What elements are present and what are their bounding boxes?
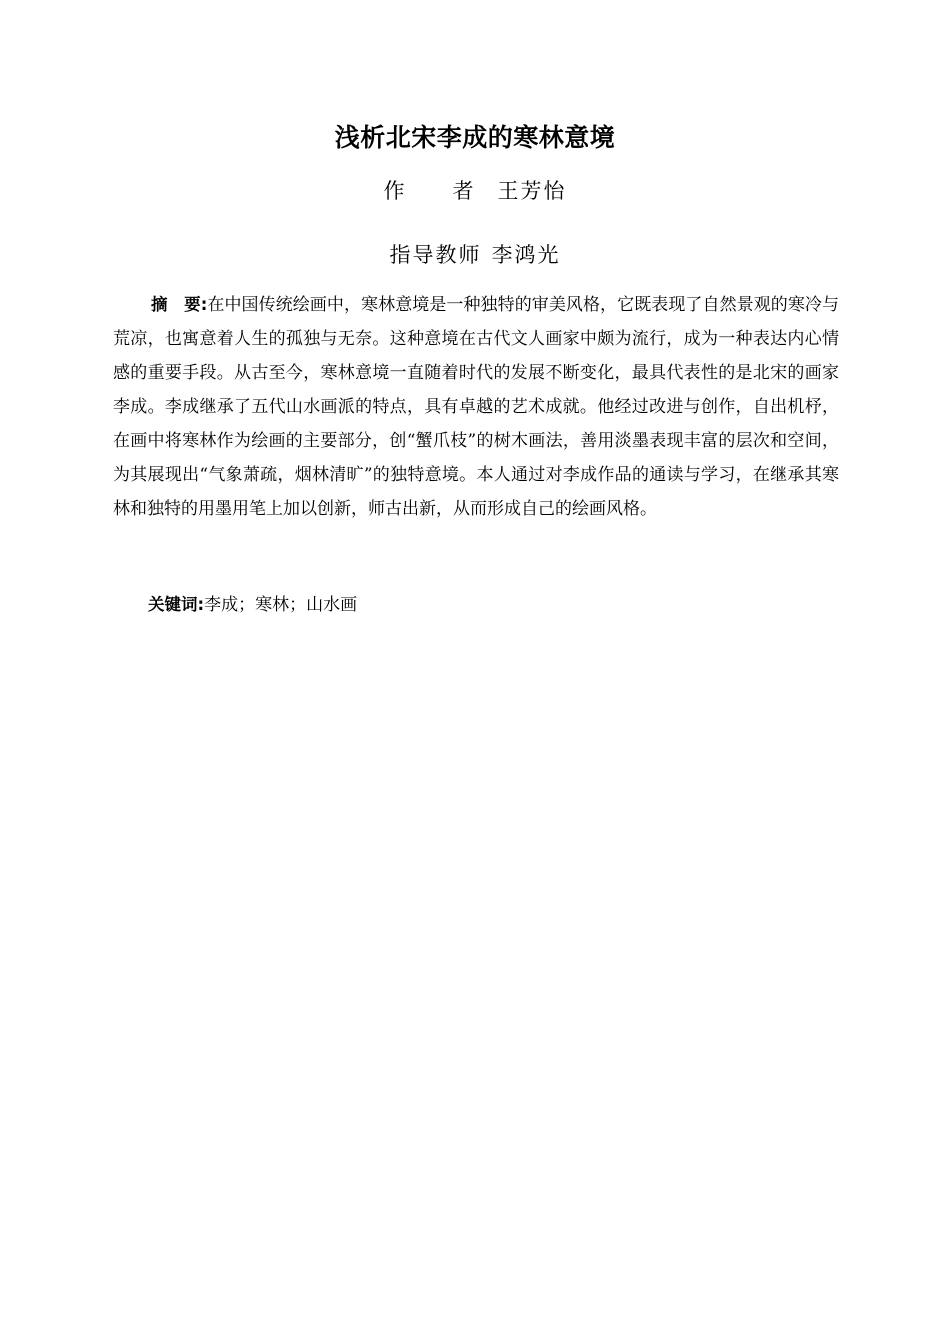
advisor-line [0, 238, 950, 272]
keywords-text: 李成；寒林；山水画 [204, 595, 358, 615]
abstract-text: 在中国传统绘画中，寒林意境是一种独特的审美风格，它既表现了自然景观的寒冷与荒凉，也寓意着人生的孤独与无奈。这种意境在古代文人画家中颇为流行，成为一种表达内心情感的重要手段。从古至今，寒林意境一直随着时代的发展不断变化，最具代表性的是北宋的画家李成。李成继承了五代山水画派的特点，具有卓越的艺术成就。他经过改进与创作，自出机杼，在画中将寒林作为绘画的主要部分，创“蟹爪枝”的树木画法，善用淡墨表现丰富的层次和空间，为其展现出“气象萧疏，烟林清旷”的独特意境。本人通过对李成作品的通读与学习，在继承其寒林和独特的用墨用笔上加以创新，师古出新，从而形成自己的绘画风格。 [113, 295, 840, 519]
author-label: 作 者 [383, 179, 476, 203]
author-line [0, 174, 950, 208]
abstract-paragraph [113, 288, 839, 526]
author-name: 王芳怡 [497, 179, 567, 203]
advisor-name: 李鸿光 [491, 243, 561, 267]
abstract-label: 摘 要: [151, 295, 208, 314]
advisor-label: 指导教师 [389, 243, 482, 267]
paper-title: 浅析北宋李成的寒林意境 [334, 123, 616, 152]
keywords-line [148, 588, 838, 622]
keywords-label: 关键词: [148, 595, 205, 614]
